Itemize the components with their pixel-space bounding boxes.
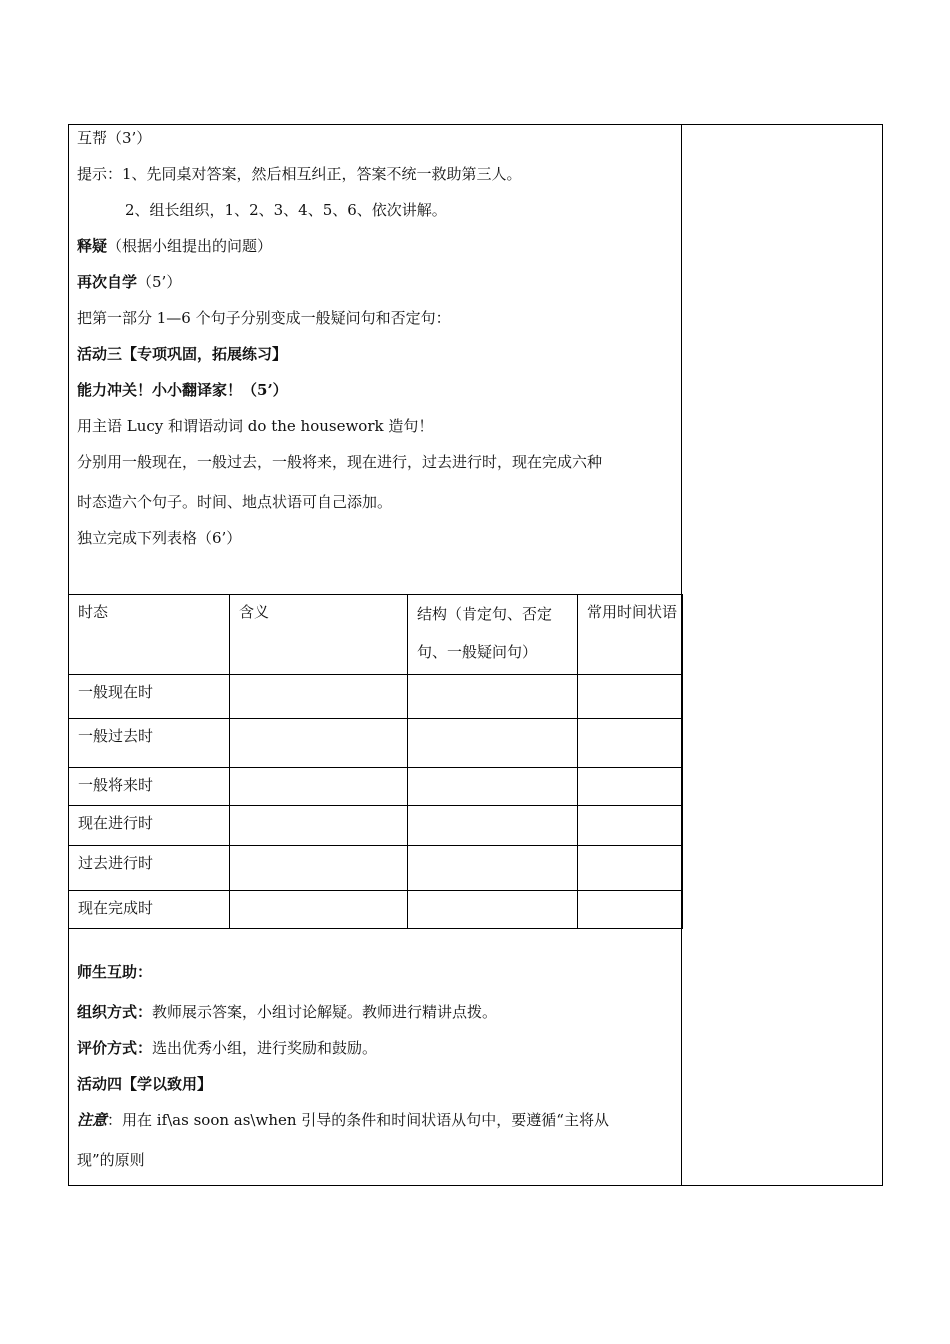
note-text: ：用在 if\as soon as\when 引导的条件和时间状语从句中，要遵循“主将从 (107, 1111, 609, 1129)
table-row (69, 846, 683, 891)
line-tip-2: 2、组长组织，1、2、3、4、5、6、依次讲解。 (125, 201, 447, 219)
tense-cell: 现在完成时 (69, 891, 230, 929)
line-tenses-2: 时态造六个句子。时间、地点状语可自己添加。 (77, 493, 393, 511)
table-row (69, 891, 683, 929)
self-study-label: 再次自学 (77, 273, 138, 291)
evaluation-label: 评价方式： (77, 1039, 153, 1057)
evaluation-text: 选出优秀小组，进行奖励和鼓励。 (152, 1039, 378, 1057)
tense-cell: 一般现在时 (69, 675, 230, 719)
activity-4-title: 活动四【学以致用】 (77, 1075, 213, 1093)
header-tense: 时态 (69, 595, 230, 675)
self-study-time: （5’） (137, 273, 182, 291)
line-note-cont: 现”的原则 (77, 1151, 145, 1169)
line-note (77, 1110, 609, 1130)
line-transform: 把第一部分 1—6 个句子分别变成一般疑问句和否定句： (77, 309, 451, 327)
clarify-text: （根据小组提出的问题） (107, 237, 273, 255)
line-tip-1: 提示：1、先同桌对答案，然后相互纠正，答案不统一救助第三人。 (77, 165, 522, 183)
line-complete-table: 独立完成下列表格（6’） (77, 529, 242, 547)
line-organization (77, 1002, 497, 1022)
table-row (69, 675, 683, 719)
table-row (69, 806, 683, 846)
note-label: 注意 (77, 1111, 108, 1129)
activity-3-title: 活动三【专项巩固，拓展练习】 (77, 345, 288, 363)
line-clarify (77, 236, 272, 256)
tense-cell: 一般将来时 (69, 768, 230, 806)
teacher-student-help-title: 师生互助： (77, 963, 153, 981)
clarify-label: 释疑 (77, 237, 108, 255)
table-header-row (69, 595, 683, 675)
line-mutual-help: 互帮（3’） (77, 129, 152, 147)
tense-cell: 过去进行时 (69, 846, 230, 891)
challenge-title: 能力冲关！小小翻译家！（5’） (77, 381, 288, 399)
table-row (69, 768, 683, 806)
header-time-adverbial: 常用时间状语 (578, 595, 683, 675)
organization-label: 组织方式： (77, 1003, 153, 1021)
tense-table (68, 594, 683, 929)
header-meaning: 含义 (230, 595, 408, 675)
table-row (69, 719, 683, 768)
tense-cell: 一般过去时 (69, 719, 230, 768)
line-evaluation (77, 1038, 377, 1058)
header-structure: 结构（肯定句、否定 句、一般疑问句） (408, 595, 578, 675)
organization-text: 教师展示答案，小组讨论解疑。教师进行精讲点拨。 (152, 1003, 498, 1021)
line-make-sentence: 用主语 Lucy 和谓语动词 do the housework 造句！ (77, 417, 434, 435)
line-self-study (77, 272, 181, 292)
tense-cell: 现在进行时 (69, 806, 230, 846)
line-tenses-1: 分别用一般现在，一般过去，一般将来，现在进行，过去进行时，现在完成六种 (77, 453, 603, 471)
